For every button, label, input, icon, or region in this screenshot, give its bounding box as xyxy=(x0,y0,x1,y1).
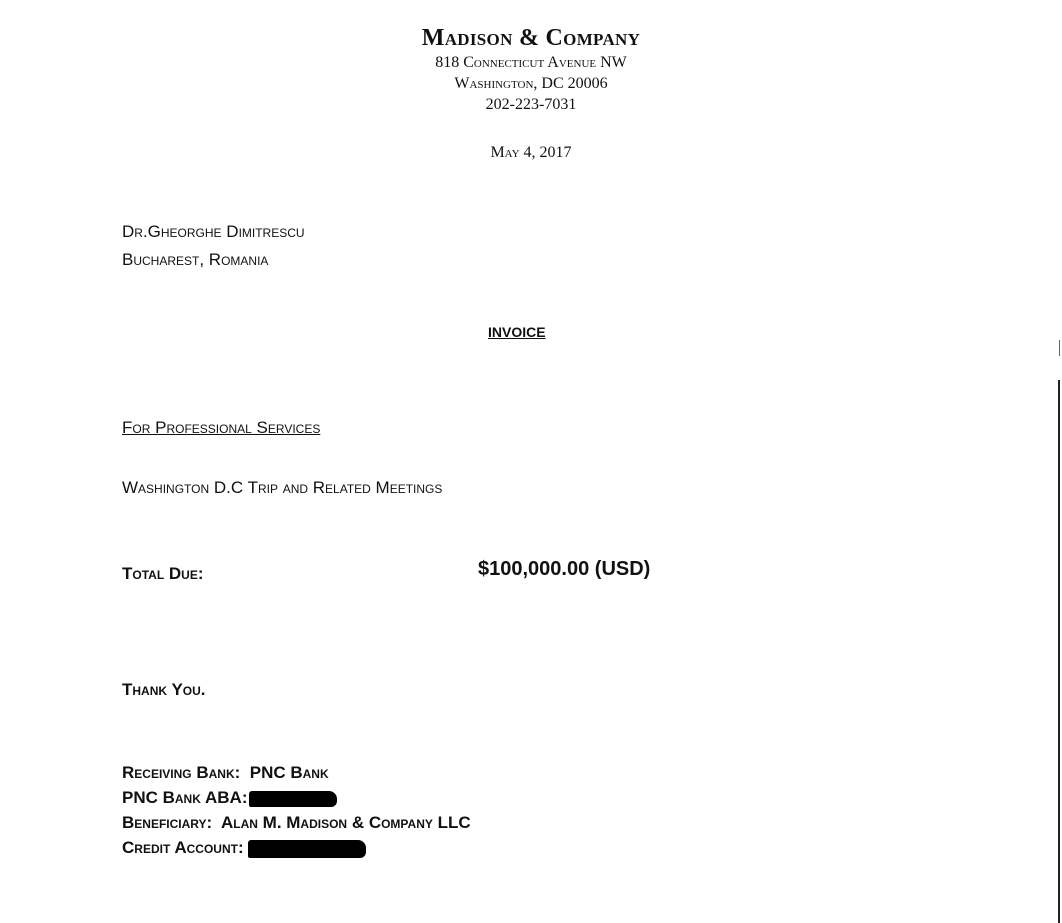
scan-edge-mark xyxy=(1059,340,1060,356)
services-description: Washington D.C Trip and Related Meetings xyxy=(122,478,443,497)
services-heading: For Professional Services xyxy=(122,418,321,437)
credit-account-redaction xyxy=(248,840,366,858)
bank-details xyxy=(122,760,471,860)
receiving-bank-row xyxy=(122,760,471,785)
firm-address-line1: 818 Connecticut Avenue NW xyxy=(435,54,627,71)
credit-account-row xyxy=(122,835,471,860)
firm-phone: 202-223-7031 xyxy=(485,96,577,113)
scan-edge-line xyxy=(1058,380,1060,923)
beneficiary-value: Alan M. Madison & Company LLC xyxy=(221,813,471,832)
invoice-title: INVOICE xyxy=(488,324,546,340)
total-due-amount: $100,000.00 (USD) xyxy=(478,558,651,580)
recipient-name: Dr.Gheorghe Dimitrescu xyxy=(122,222,305,241)
receiving-bank-label: Receiving Bank: xyxy=(122,763,241,782)
credit-account-label: Credit Account: xyxy=(122,838,244,857)
total-due-label: Total Due: xyxy=(122,564,204,583)
beneficiary-label: Beneficiary: xyxy=(122,813,213,832)
letterhead xyxy=(0,24,1062,115)
recipient-block xyxy=(122,218,305,274)
receiving-bank-value: PNC Bank xyxy=(249,763,329,782)
beneficiary-row xyxy=(122,810,471,835)
firm-name: Madison & Company xyxy=(421,25,641,51)
recipient-location: Bucharest, Romania xyxy=(122,250,269,269)
aba-row xyxy=(122,785,471,810)
closing-thanks: Thank You. xyxy=(122,680,206,699)
firm-address-line2: Washington, DC 20006 xyxy=(454,75,608,92)
invoice-date: May 4, 2017 xyxy=(490,144,572,161)
aba-label: PNC Bank ABA: xyxy=(122,788,248,807)
aba-redaction xyxy=(249,791,337,807)
